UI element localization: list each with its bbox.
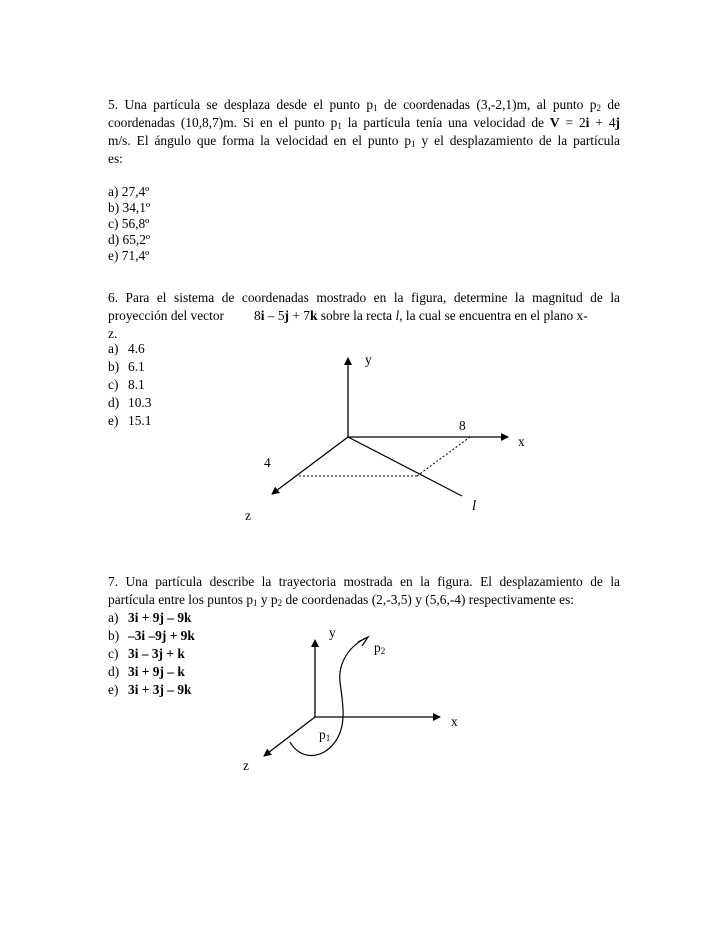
q6-option-c: c) 8.1 xyxy=(108,377,145,392)
q5-text-line-1: 5. Una partícula se desplaza desde el punto $p_1$ de coordenadas (3,-2,1)m, al punto $p_2$ de xyxy=(108,97,620,113)
q5-option-e: e) 71,4º xyxy=(108,248,150,263)
q6-y-label: y xyxy=(365,352,372,367)
q7-z-axis xyxy=(264,717,315,756)
q6-line-l xyxy=(348,437,462,496)
q5-option-b: b) 34,1º xyxy=(108,200,151,215)
q6-option-e: e) 15.1 xyxy=(108,413,152,428)
q6-z-label: z xyxy=(245,508,251,523)
q5-option-c: c) 56,8º xyxy=(108,216,150,231)
q7-y-label: y xyxy=(329,625,336,640)
q7-option-a: a) 3i + 9j – 9k xyxy=(108,610,192,625)
q6-text-line-3: z. xyxy=(108,326,118,341)
q7-axes xyxy=(264,637,440,756)
q6-option-b: b) 6.1 xyxy=(108,359,145,374)
q7-option-e: e) 3i + 3j – 9k xyxy=(108,682,192,697)
q5-text-line-4: es: xyxy=(108,151,123,166)
q6-label-4: 4 xyxy=(264,455,271,470)
q7-z-label: z xyxy=(243,758,249,773)
q7-text-line-2: partícula entre los puntos $p_1$ y $p_2$ de coordenadas (2,-3,5) y (5,6,-4) respectivamente es: xyxy=(108,592,574,608)
q6-option-a: a) 4.6 xyxy=(108,341,145,356)
q6-text-line-1: 6. Para el sistema de coordenadas mostrado en la figura, determine la magnitud de la xyxy=(108,290,620,305)
q6-option-d: d) 10.3 xyxy=(108,395,152,410)
q5-text-line-2: coordenadas (10,8,7)m. Si en el punto $p_1$ la partícula tenía una velocidad de V = 2i + 4j xyxy=(108,115,620,131)
q7-option-b: b) –3i –9j + 9k xyxy=(108,628,195,643)
q6-label-8: 8 xyxy=(459,418,466,433)
q7-option-c: c) 3i – 3j + k xyxy=(108,646,185,661)
q5-option-a: a) 27,4º xyxy=(108,184,150,199)
q6-text-line-2: proyección del vector 8i – 5j + 7k sobre la recta l, la cual se encuentra en el plano x- xyxy=(108,308,588,323)
q6-dashed-diagonal xyxy=(417,437,470,476)
q7-x-label: x xyxy=(451,714,458,729)
q6-axes xyxy=(272,358,508,496)
q5-option-d: d) 65,2º xyxy=(108,232,151,247)
q6-x-label: x xyxy=(518,434,525,449)
q7-trajectory-arrowhead xyxy=(358,637,368,646)
q7-p1-label: $p_1$ xyxy=(319,727,331,743)
q5-text-line-3: m/s. El ángulo que forma la velocidad en el punto $p_1$ y el desplazamiento de la partícula xyxy=(108,133,620,149)
q7-p2-label: $p_2$ xyxy=(374,640,386,656)
q7-text-line-1: 7. Una partícula describe la trayectoria mostrada en la figura. El desplazamiento de la xyxy=(108,574,620,589)
q7-option-d: d) 3i + 9j – k xyxy=(108,664,185,679)
q6-z-axis xyxy=(272,437,348,494)
q6-label-l: l xyxy=(472,498,477,514)
